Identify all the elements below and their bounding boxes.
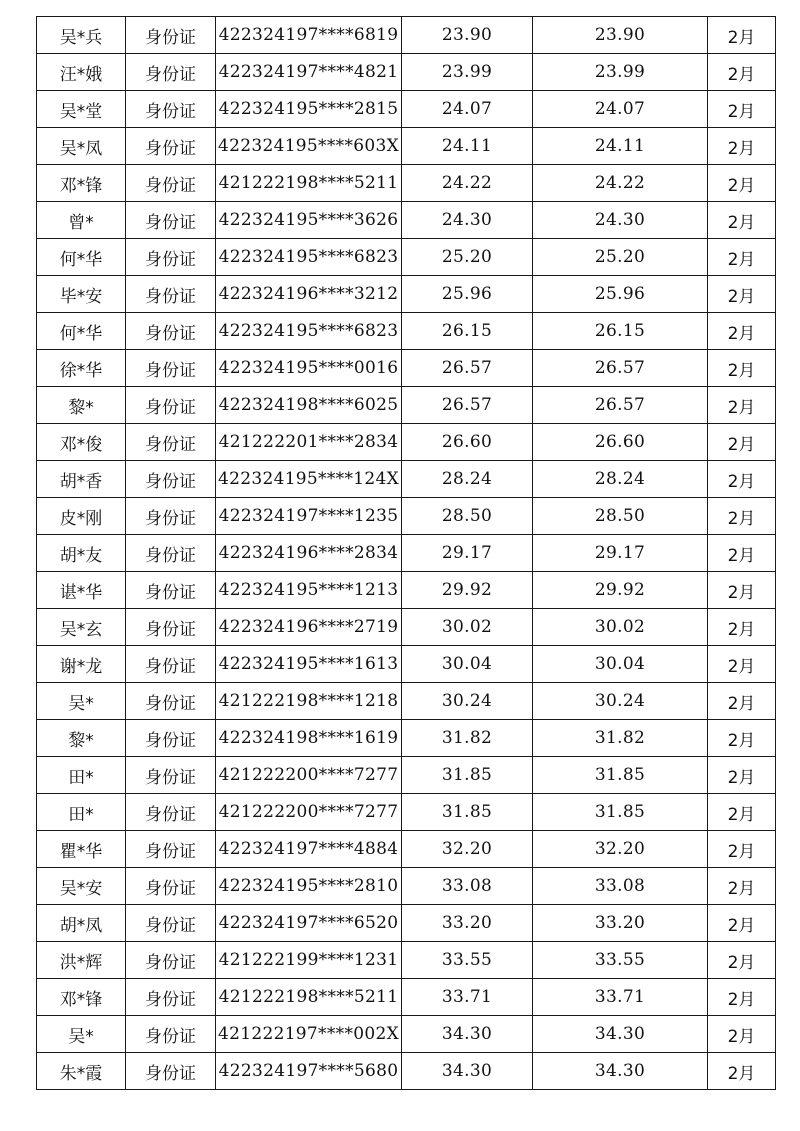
month-cell: 2月: [708, 720, 776, 757]
amount-total-cell: 24.11: [533, 128, 708, 165]
amount-cell: 26.15: [402, 313, 533, 350]
amount-cell: 31.85: [402, 757, 533, 794]
id-type-cell: 身份证: [126, 498, 216, 535]
month-cell: 2月: [708, 350, 776, 387]
id-type-cell: 身份证: [126, 239, 216, 276]
id-type-cell: 身份证: [126, 572, 216, 609]
month-cell: 2月: [708, 794, 776, 831]
table-row: [37, 17, 776, 54]
id-number-cell: 422324195****2810: [216, 868, 402, 905]
amount-total-cell: 26.60: [533, 424, 708, 461]
amount-cell: 26.57: [402, 350, 533, 387]
amount-total-cell: 33.71: [533, 979, 708, 1016]
name-cell: 朱*霞: [37, 1053, 126, 1090]
amount-total-cell: 23.90: [533, 17, 708, 54]
month-cell: 2月: [708, 757, 776, 794]
id-type-cell: 身份证: [126, 979, 216, 1016]
amount-cell: 24.07: [402, 91, 533, 128]
month-cell: 2月: [708, 646, 776, 683]
month-cell: 2月: [708, 1016, 776, 1053]
id-number-cell: 422324197****4821: [216, 54, 402, 91]
amount-cell: 32.20: [402, 831, 533, 868]
id-type-cell: 身份证: [126, 165, 216, 202]
table-row: [37, 646, 776, 683]
table-row: [37, 831, 776, 868]
name-cell: 毕*安: [37, 276, 126, 313]
amount-cell: 34.30: [402, 1016, 533, 1053]
table-row: [37, 350, 776, 387]
amount-total-cell: 33.08: [533, 868, 708, 905]
month-cell: 2月: [708, 683, 776, 720]
table-row: [37, 942, 776, 979]
name-cell: 胡*香: [37, 461, 126, 498]
amount-cell: 24.11: [402, 128, 533, 165]
name-cell: 黎*: [37, 387, 126, 424]
table-row: [37, 757, 776, 794]
amount-cell: 24.22: [402, 165, 533, 202]
name-cell: 吴*安: [37, 868, 126, 905]
name-cell: 汪*娥: [37, 54, 126, 91]
amount-total-cell: 34.30: [533, 1016, 708, 1053]
name-cell: 邓*锋: [37, 165, 126, 202]
amount-cell: 29.92: [402, 572, 533, 609]
id-type-cell: 身份证: [126, 461, 216, 498]
amount-cell: 30.04: [402, 646, 533, 683]
name-cell: 吴*玄: [37, 609, 126, 646]
name-cell: 黎*: [37, 720, 126, 757]
name-cell: 田*: [37, 757, 126, 794]
month-cell: 2月: [708, 239, 776, 276]
id-number-cell: 422324195****2815: [216, 91, 402, 128]
month-cell: 2月: [708, 868, 776, 905]
id-type-cell: 身份证: [126, 91, 216, 128]
table-row: [37, 905, 776, 942]
month-cell: 2月: [708, 1053, 776, 1090]
id-number-cell: 422324195****6823: [216, 313, 402, 350]
table-row: [37, 979, 776, 1016]
amount-cell: 31.85: [402, 794, 533, 831]
name-cell: 瞿*华: [37, 831, 126, 868]
amount-cell: 25.20: [402, 239, 533, 276]
id-number-cell: 421222198****1218: [216, 683, 402, 720]
amount-total-cell: 31.85: [533, 757, 708, 794]
amount-total-cell: 26.57: [533, 350, 708, 387]
table-row: [37, 609, 776, 646]
name-cell: 吴*: [37, 1016, 126, 1053]
id-number-cell: 422324195****124X: [216, 461, 402, 498]
id-type-cell: 身份证: [126, 54, 216, 91]
name-cell: 胡*友: [37, 535, 126, 572]
id-number-cell: 422324195****1613: [216, 646, 402, 683]
id-number-cell: 422324197****4884: [216, 831, 402, 868]
table-row: [37, 91, 776, 128]
id-number-cell: 421222198****5211: [216, 165, 402, 202]
id-number-cell: 421222201****2834: [216, 424, 402, 461]
amount-total-cell: 32.20: [533, 831, 708, 868]
id-type-cell: 身份证: [126, 313, 216, 350]
id-number-cell: 422324197****6520: [216, 905, 402, 942]
amount-cell: 26.60: [402, 424, 533, 461]
table-row: [37, 276, 776, 313]
amount-total-cell: 31.82: [533, 720, 708, 757]
amount-total-cell: 23.99: [533, 54, 708, 91]
table-row: [37, 498, 776, 535]
amount-total-cell: 24.07: [533, 91, 708, 128]
amount-cell: 33.71: [402, 979, 533, 1016]
table-row: [37, 387, 776, 424]
amount-total-cell: 30.24: [533, 683, 708, 720]
name-cell: 吴*堂: [37, 91, 126, 128]
amount-cell: 31.82: [402, 720, 533, 757]
id-type-cell: 身份证: [126, 202, 216, 239]
month-cell: 2月: [708, 979, 776, 1016]
amount-cell: 30.02: [402, 609, 533, 646]
amount-cell: 33.55: [402, 942, 533, 979]
name-cell: 何*华: [37, 239, 126, 276]
amount-total-cell: 33.20: [533, 905, 708, 942]
amount-total-cell: 28.50: [533, 498, 708, 535]
amount-total-cell: 25.96: [533, 276, 708, 313]
name-cell: 吴*兵: [37, 17, 126, 54]
table-row: [37, 683, 776, 720]
amount-total-cell: 25.20: [533, 239, 708, 276]
amount-total-cell: 34.30: [533, 1053, 708, 1090]
amount-cell: 25.96: [402, 276, 533, 313]
id-number-cell: 422324197****1235: [216, 498, 402, 535]
id-number-cell: 422324195****603X: [216, 128, 402, 165]
table-row: [37, 572, 776, 609]
month-cell: 2月: [708, 831, 776, 868]
id-number-cell: 422324196****2834: [216, 535, 402, 572]
table-row: [37, 424, 776, 461]
month-cell: 2月: [708, 498, 776, 535]
id-type-cell: 身份证: [126, 276, 216, 313]
amount-total-cell: 26.15: [533, 313, 708, 350]
id-type-cell: 身份证: [126, 350, 216, 387]
table-row: [37, 239, 776, 276]
name-cell: 邓*锋: [37, 979, 126, 1016]
id-type-cell: 身份证: [126, 942, 216, 979]
id-number-cell: 421222197****002X: [216, 1016, 402, 1053]
month-cell: 2月: [708, 942, 776, 979]
id-number-cell: 422324195****1213: [216, 572, 402, 609]
id-type-cell: 身份证: [126, 868, 216, 905]
id-number-cell: 421222199****1231: [216, 942, 402, 979]
month-cell: 2月: [708, 91, 776, 128]
table-row: [37, 868, 776, 905]
id-number-cell: 421222200****7277: [216, 794, 402, 831]
amount-total-cell: 33.55: [533, 942, 708, 979]
name-cell: 徐*华: [37, 350, 126, 387]
id-type-cell: 身份证: [126, 646, 216, 683]
name-cell: 邓*俊: [37, 424, 126, 461]
id-type-cell: 身份证: [126, 424, 216, 461]
month-cell: 2月: [708, 424, 776, 461]
amount-total-cell: 28.24: [533, 461, 708, 498]
id-type-cell: 身份证: [126, 535, 216, 572]
id-type-cell: 身份证: [126, 794, 216, 831]
id-number-cell: 422324198****6025: [216, 387, 402, 424]
table-row: [37, 313, 776, 350]
name-cell: 洪*辉: [37, 942, 126, 979]
month-cell: 2月: [708, 572, 776, 609]
table-row: [37, 1053, 776, 1090]
month-cell: 2月: [708, 202, 776, 239]
name-cell: 皮*刚: [37, 498, 126, 535]
amount-cell: 30.24: [402, 683, 533, 720]
amount-total-cell: 30.02: [533, 609, 708, 646]
amount-cell: 28.24: [402, 461, 533, 498]
month-cell: 2月: [708, 165, 776, 202]
month-cell: 2月: [708, 905, 776, 942]
amount-cell: 33.20: [402, 905, 533, 942]
id-type-cell: 身份证: [126, 831, 216, 868]
roster-table: [36, 16, 776, 1090]
month-cell: 2月: [708, 276, 776, 313]
amount-cell: 24.30: [402, 202, 533, 239]
id-type-cell: 身份证: [126, 905, 216, 942]
id-type-cell: 身份证: [126, 128, 216, 165]
amount-cell: 33.08: [402, 868, 533, 905]
table-row: [37, 165, 776, 202]
table-row: [37, 794, 776, 831]
amount-cell: 23.90: [402, 17, 533, 54]
id-type-cell: 身份证: [126, 17, 216, 54]
id-type-cell: 身份证: [126, 609, 216, 646]
amount-cell: 26.57: [402, 387, 533, 424]
table-row: [37, 128, 776, 165]
month-cell: 2月: [708, 609, 776, 646]
month-cell: 2月: [708, 17, 776, 54]
id-number-cell: 422324197****6819: [216, 17, 402, 54]
table-row: [37, 1016, 776, 1053]
id-type-cell: 身份证: [126, 387, 216, 424]
table-row: [37, 535, 776, 572]
month-cell: 2月: [708, 461, 776, 498]
amount-total-cell: 30.04: [533, 646, 708, 683]
month-cell: 2月: [708, 387, 776, 424]
amount-total-cell: 31.85: [533, 794, 708, 831]
id-type-cell: 身份证: [126, 720, 216, 757]
amount-total-cell: 26.57: [533, 387, 708, 424]
amount-total-cell: 29.92: [533, 572, 708, 609]
id-type-cell: 身份证: [126, 683, 216, 720]
month-cell: 2月: [708, 54, 776, 91]
month-cell: 2月: [708, 313, 776, 350]
month-cell: 2月: [708, 535, 776, 572]
amount-total-cell: 24.30: [533, 202, 708, 239]
amount-total-cell: 29.17: [533, 535, 708, 572]
name-cell: 田*: [37, 794, 126, 831]
id-number-cell: 422324195****0016: [216, 350, 402, 387]
id-number-cell: 422324196****3212: [216, 276, 402, 313]
name-cell: 曾*: [37, 202, 126, 239]
amount-total-cell: 24.22: [533, 165, 708, 202]
id-type-cell: 身份证: [126, 757, 216, 794]
name-cell: 吴*: [37, 683, 126, 720]
id-number-cell: 421222200****7277: [216, 757, 402, 794]
table-row: [37, 461, 776, 498]
id-number-cell: 422324196****2719: [216, 609, 402, 646]
name-cell: 谌*华: [37, 572, 126, 609]
table-row: [37, 54, 776, 91]
id-number-cell: 422324195****3626: [216, 202, 402, 239]
amount-cell: 34.30: [402, 1053, 533, 1090]
id-number-cell: 421222198****5211: [216, 979, 402, 1016]
table-row: [37, 202, 776, 239]
id-number-cell: 422324195****6823: [216, 239, 402, 276]
amount-cell: 28.50: [402, 498, 533, 535]
name-cell: 胡*凤: [37, 905, 126, 942]
name-cell: 谢*龙: [37, 646, 126, 683]
roster-body: [37, 17, 776, 1090]
name-cell: 何*华: [37, 313, 126, 350]
id-type-cell: 身份证: [126, 1053, 216, 1090]
id-number-cell: 422324197****5680: [216, 1053, 402, 1090]
table-row: [37, 720, 776, 757]
amount-cell: 29.17: [402, 535, 533, 572]
name-cell: 吴*凤: [37, 128, 126, 165]
id-type-cell: 身份证: [126, 1016, 216, 1053]
id-number-cell: 422324198****1619: [216, 720, 402, 757]
amount-cell: 23.99: [402, 54, 533, 91]
month-cell: 2月: [708, 128, 776, 165]
